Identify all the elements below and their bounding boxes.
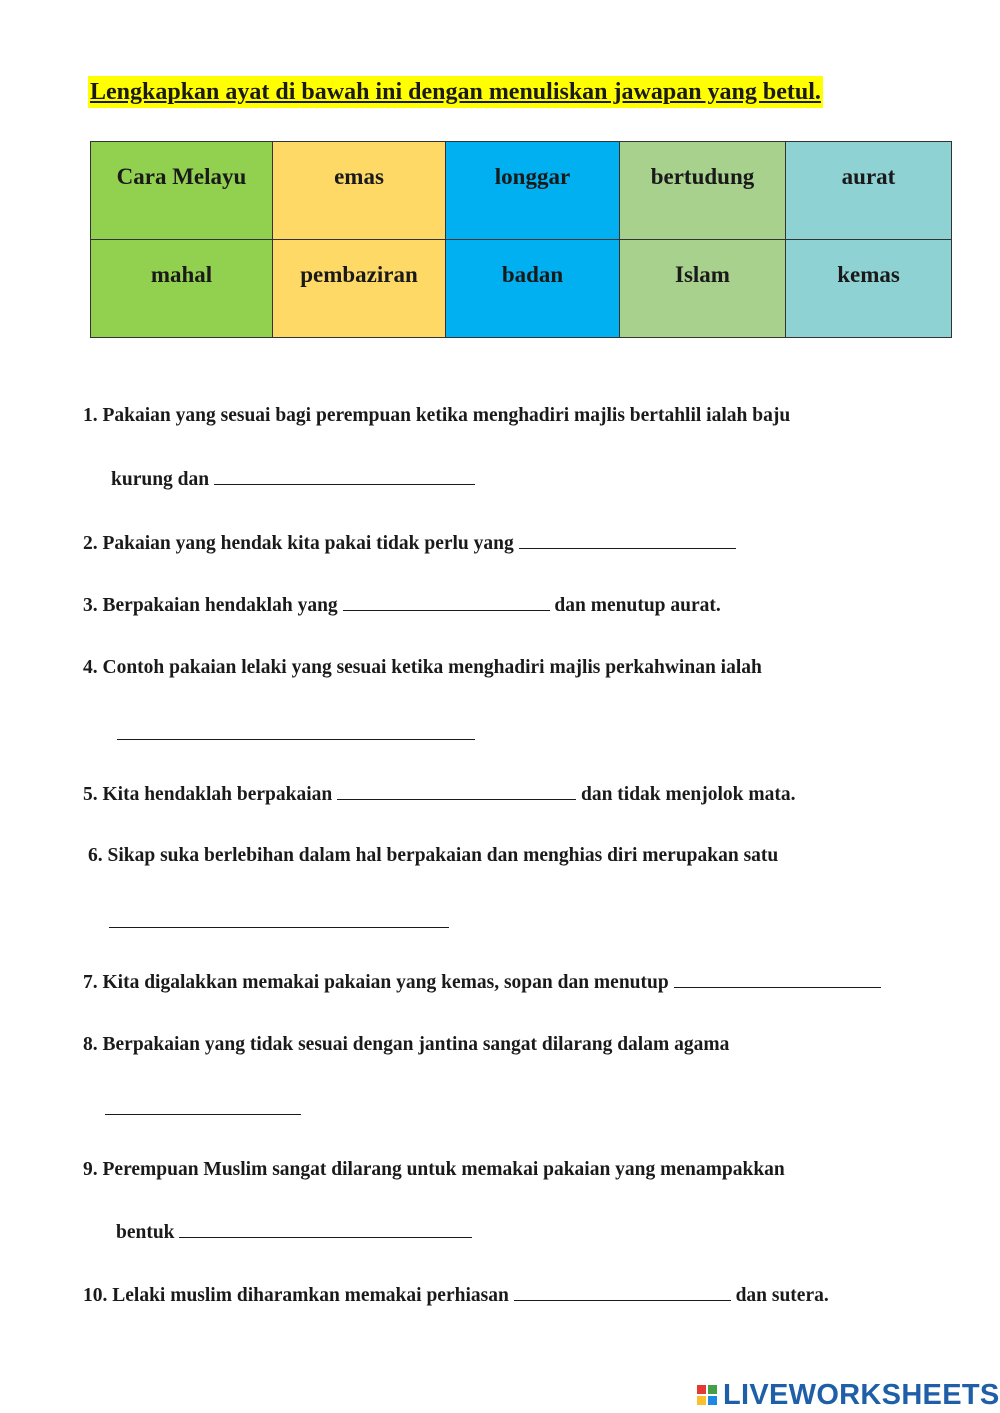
answer-blank-8[interactable]: [105, 1114, 301, 1115]
question-6-text: 6. Sikap suka berlebihan dalam hal berpakaian dan menghias diri merupakan satu: [88, 845, 779, 866]
answer-blank-9[interactable]: [179, 1219, 472, 1238]
answer-blank-2[interactable]: [519, 530, 736, 549]
brand-name: LIVEWORKSHEETS: [723, 1378, 1000, 1411]
liveworksheets-logo: [697, 1378, 1000, 1412]
question-10-text: 10. Lelaki muslim diharamkan memakai perhiasan: [83, 1285, 509, 1306]
question-4-text: 4. Contoh pakaian lelaki yang sesuai ketika menghadiri majlis perkahwinan ialah: [83, 657, 762, 678]
word-cell: mahal: [91, 240, 273, 338]
logo-square: [708, 1396, 717, 1405]
question-10-text-after: dan sutera.: [735, 1285, 829, 1306]
logo-square: [697, 1385, 706, 1394]
question-7-text: 7. Kita digalakkan memakai pakaian yang kemas, sopan dan menutup: [83, 972, 669, 993]
word-cell: Cara Melayu: [91, 142, 273, 240]
question-1-text-2: kurung dan: [111, 469, 210, 490]
word-cell: kemas: [786, 240, 952, 338]
word-cell: pembaziran: [273, 240, 446, 338]
question-1-text: 1. Pakaian yang sesuai bagi perempuan ketika menghadiri majlis bertahlil ialah baju: [83, 405, 791, 426]
answer-blank-3[interactable]: [343, 592, 550, 611]
logo-square: [697, 1396, 706, 1405]
word-cell: aurat: [786, 142, 952, 240]
word-cell: badan: [446, 240, 620, 338]
answer-blank-4[interactable]: [117, 739, 475, 740]
question-9-text-2: bentuk: [116, 1222, 175, 1243]
question-9-text: 9. Perempuan Muslim sangat dilarang untuk memakai pakaian yang menampakkan: [83, 1159, 785, 1180]
question-3: [83, 592, 721, 619]
question-9-continuation: [116, 1219, 472, 1246]
question-7: [83, 969, 881, 996]
word-cell: emas: [273, 142, 446, 240]
question-8-text: 8. Berpakaian yang tidak sesuai dengan jantina sangat dilarang dalam agama: [83, 1034, 730, 1055]
question-5-text: 5. Kita hendaklah berpakaian: [83, 784, 333, 805]
word-cell: longgar: [446, 142, 620, 240]
answer-blank-1[interactable]: [214, 466, 475, 485]
question-2: [83, 530, 736, 557]
word-bank-row: [91, 142, 952, 240]
logo-square: [708, 1385, 717, 1394]
answer-blank-5[interactable]: [337, 781, 576, 800]
question-3-text-after: dan menutup aurat.: [554, 595, 721, 616]
question-3-text: 3. Berpakaian hendaklah yang: [83, 595, 338, 616]
answer-blank-6[interactable]: [109, 927, 449, 928]
question-5: [83, 781, 796, 808]
liveworksheets-logo-icon: [697, 1385, 717, 1405]
answer-blank-10[interactable]: [514, 1282, 731, 1301]
question-5-text-after: dan tidak menjolok mata.: [580, 784, 796, 805]
instruction-title: Lengkapkan ayat di bawah ini dengan menuliskan jawapan yang betul.: [88, 76, 823, 108]
word-cell: bertudung: [620, 142, 786, 240]
word-bank-table: [90, 141, 952, 338]
word-bank-row: [91, 240, 952, 338]
question-1-continuation: [111, 466, 475, 493]
word-cell: Islam: [620, 240, 786, 338]
question-10: [83, 1282, 829, 1309]
answer-blank-7[interactable]: [674, 969, 881, 988]
question-2-text: 2. Pakaian yang hendak kita pakai tidak perlu yang: [83, 533, 514, 554]
